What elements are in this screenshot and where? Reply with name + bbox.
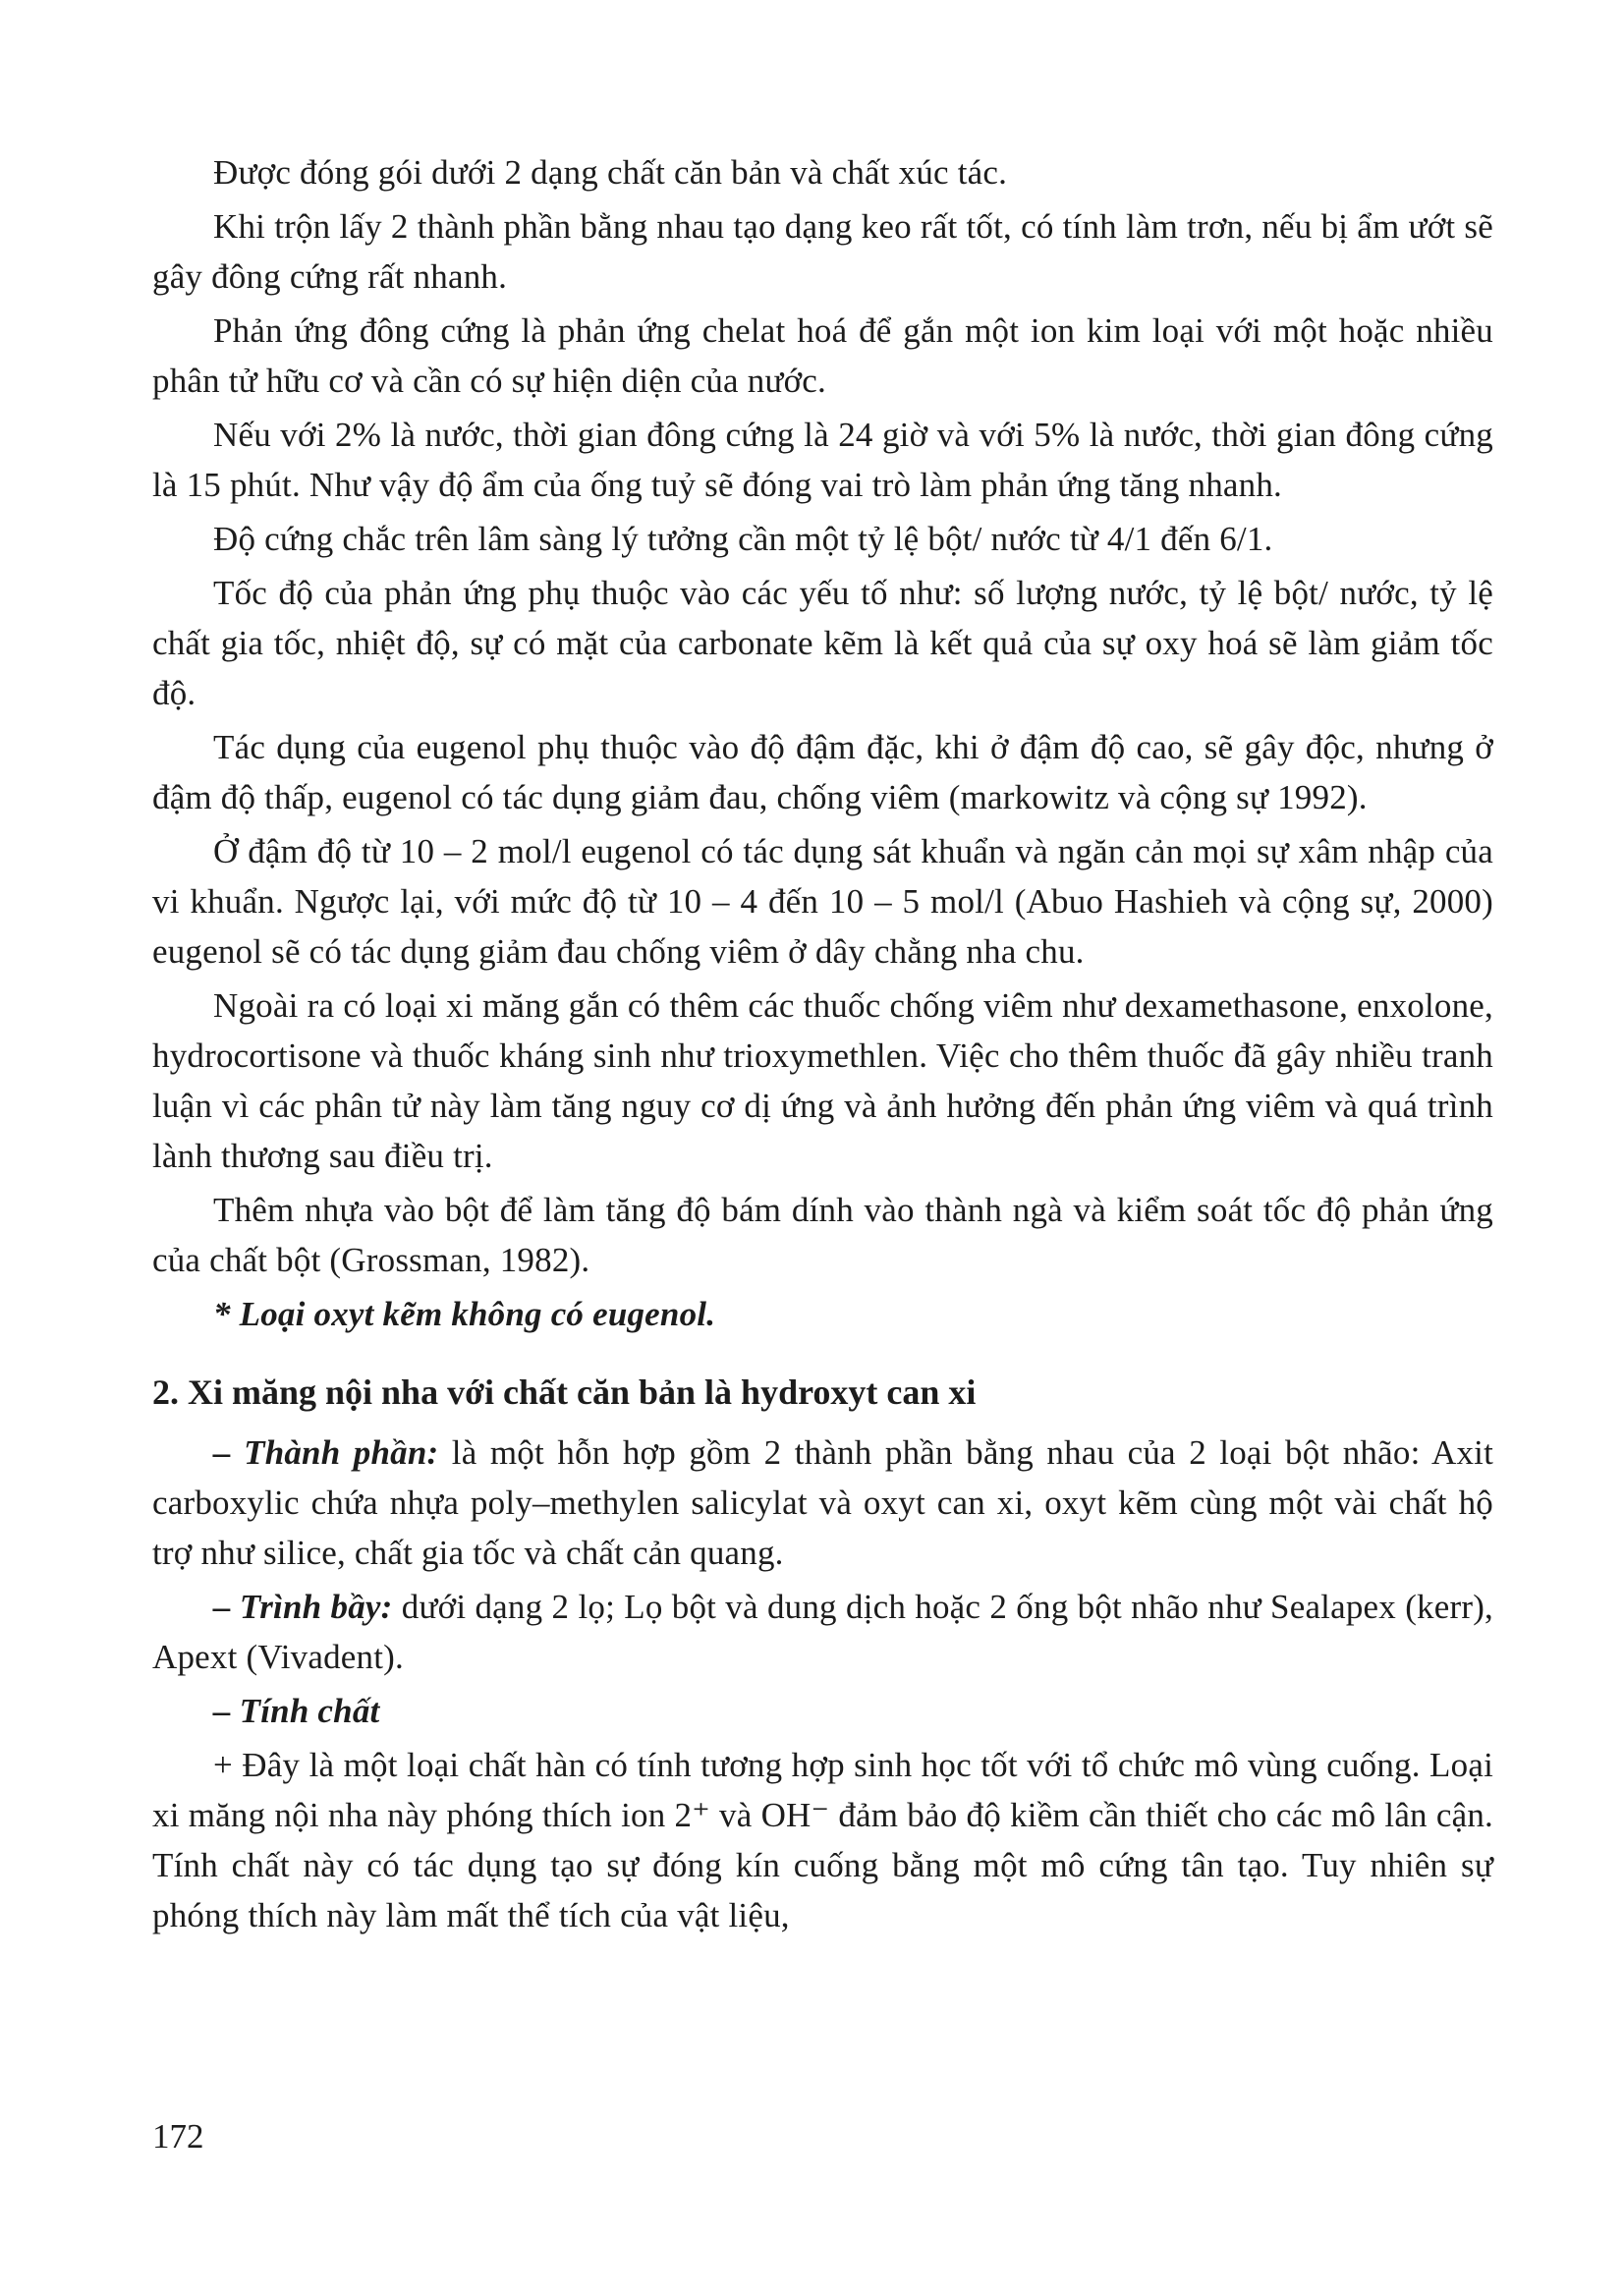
item-properties-lead: – Tính chất: [213, 1692, 380, 1730]
paragraph-powder-ratio: Độ cứng chắc trên lâm sàng lý tưởng cần một tỷ lệ bột/ nước từ 4/1 đến 6/1.: [213, 520, 1273, 558]
item-composition: [152, 1428, 1493, 1578]
paragraph-eugenol-concentration: Ở đậm độ từ 10 – 2 mol/l eugenol có tác dụng sát khuẩn và ngăn cản mọi sự xâm nhập của vi khuẩn. Ngược lại, với mức độ từ 10 – 4 đến 10 – 5 mol/l (Abuo Hashieh và cộng sự, 2000) eugenol sẽ có tác dụng giảm đau chống viêm ở dây chằng nha chu.: [152, 832, 1493, 971]
item-properties: [152, 1686, 1493, 1736]
paragraph-eugenol-effect: Tác dụng của eugenol phụ thuộc vào độ đậm đặc, khi ở đậm độ cao, sẽ gây độc, nhưng ở đậm độ thấp, eugenol có tác dụng giảm đau, chống viêm (markowitz và cộng sự 1992).: [152, 728, 1493, 816]
page-content: [152, 147, 1493, 1944]
section-heading: 2. Xi măng nội nha với chất căn bản là hydroxyt can xi: [152, 1372, 977, 1412]
page-number: 172: [152, 2117, 204, 2156]
item-composition-text: là một hỗn hợp gồm 2 thành phần bằng nhau của 2 loại bột nhão: Axit carboxylic chứa nhựa poly–methylen salicylat và oxyt can xi, oxyt kẽm cùng một vài chất hộ trợ như silice, chất gia tốc và chất cản quang.: [152, 1433, 1493, 1572]
paragraph-setting-reaction: Phản ứng đông cứng là phản ứng chelat hoá để gắn một ion kim loại với một hoặc nhiều phân tử hữu cơ và cần có sự hiện diện của nước.: [152, 311, 1493, 400]
paragraph-packaging: Được đóng gói dưới 2 dạng chất căn bản và chất xúc tác.: [213, 153, 1008, 192]
item-presentation-lead: – Trình bầy:: [213, 1588, 393, 1626]
paragraph-reaction-speed: Tốc độ của phản ứng phụ thuộc vào các yếu tố như: số lượng nước, tỷ lệ bột/ nước, tỷ lệ chất gia tốc, nhiệt độ, sự có mặt của carbonate kẽm là kết quả của sự oxy hoá sẽ làm giảm tốc độ.: [152, 574, 1493, 712]
paragraph-water-content: Nếu với 2% là nước, thời gian đông cứng là 24 giờ và với 5% là nước, thời gian đông cứng là 15 phút. Như vậy độ ẩm của ống tuỷ sẽ đóng vai trò làm phản ứng tăng nhanh.: [152, 416, 1493, 504]
note-zinc-oxide: * Loại oxyt kẽm không có eugenol.: [213, 1295, 716, 1333]
item-presentation: [152, 1582, 1493, 1682]
item-presentation-text: dưới dạng 2 lọ; Lọ bột và dung dịch hoặc 2 ống bột nhão như Sealapex (kerr), Apext (Vivadent).: [152, 1588, 1494, 1676]
item-biocompatibility: + Đây là một loại chất hàn có tính tương hợp sinh học tốt với tổ chức mô vùng cuống. Loại xi măng nội nha này phóng thích ion 2⁺ và OH⁻ đảm bảo độ kiềm cần thiết cho các mô lân cận. Tính chất này có tác dụng tạo sự đóng kín cuống bằng một mô cứng tân tạo. Tuy nhiên sự phóng thích này làm mất thể tích của vật liệu,: [152, 1746, 1493, 1934]
item-composition-lead: – Thành phần:: [213, 1433, 439, 1472]
paragraph-resin: Thêm nhựa vào bột để làm tăng độ bám dính vào thành ngà và kiểm soát tốc độ phản ứng của chất bột (Grossman, 1982).: [152, 1191, 1493, 1279]
paragraph-added-drugs: Ngoài ra có loại xi măng gắn có thêm các thuốc chống viêm như dexamethasone, enxolone, hydrocortisone và thuốc kháng sinh như trioxymethlen. Việc cho thêm thuốc đã gây nhiều tranh luận vì các phân tử này làm tăng nguy cơ dị ứng và ảnh hưởng đến phản ứng viêm và quá trình lành thương sau điều trị.: [152, 986, 1493, 1175]
paragraph-mixing: Khi trộn lấy 2 thành phần bằng nhau tạo dạng keo rất tốt, có tính làm trơn, nếu bị ẩm ướt sẽ gây đông cứng rất nhanh.: [152, 207, 1493, 296]
